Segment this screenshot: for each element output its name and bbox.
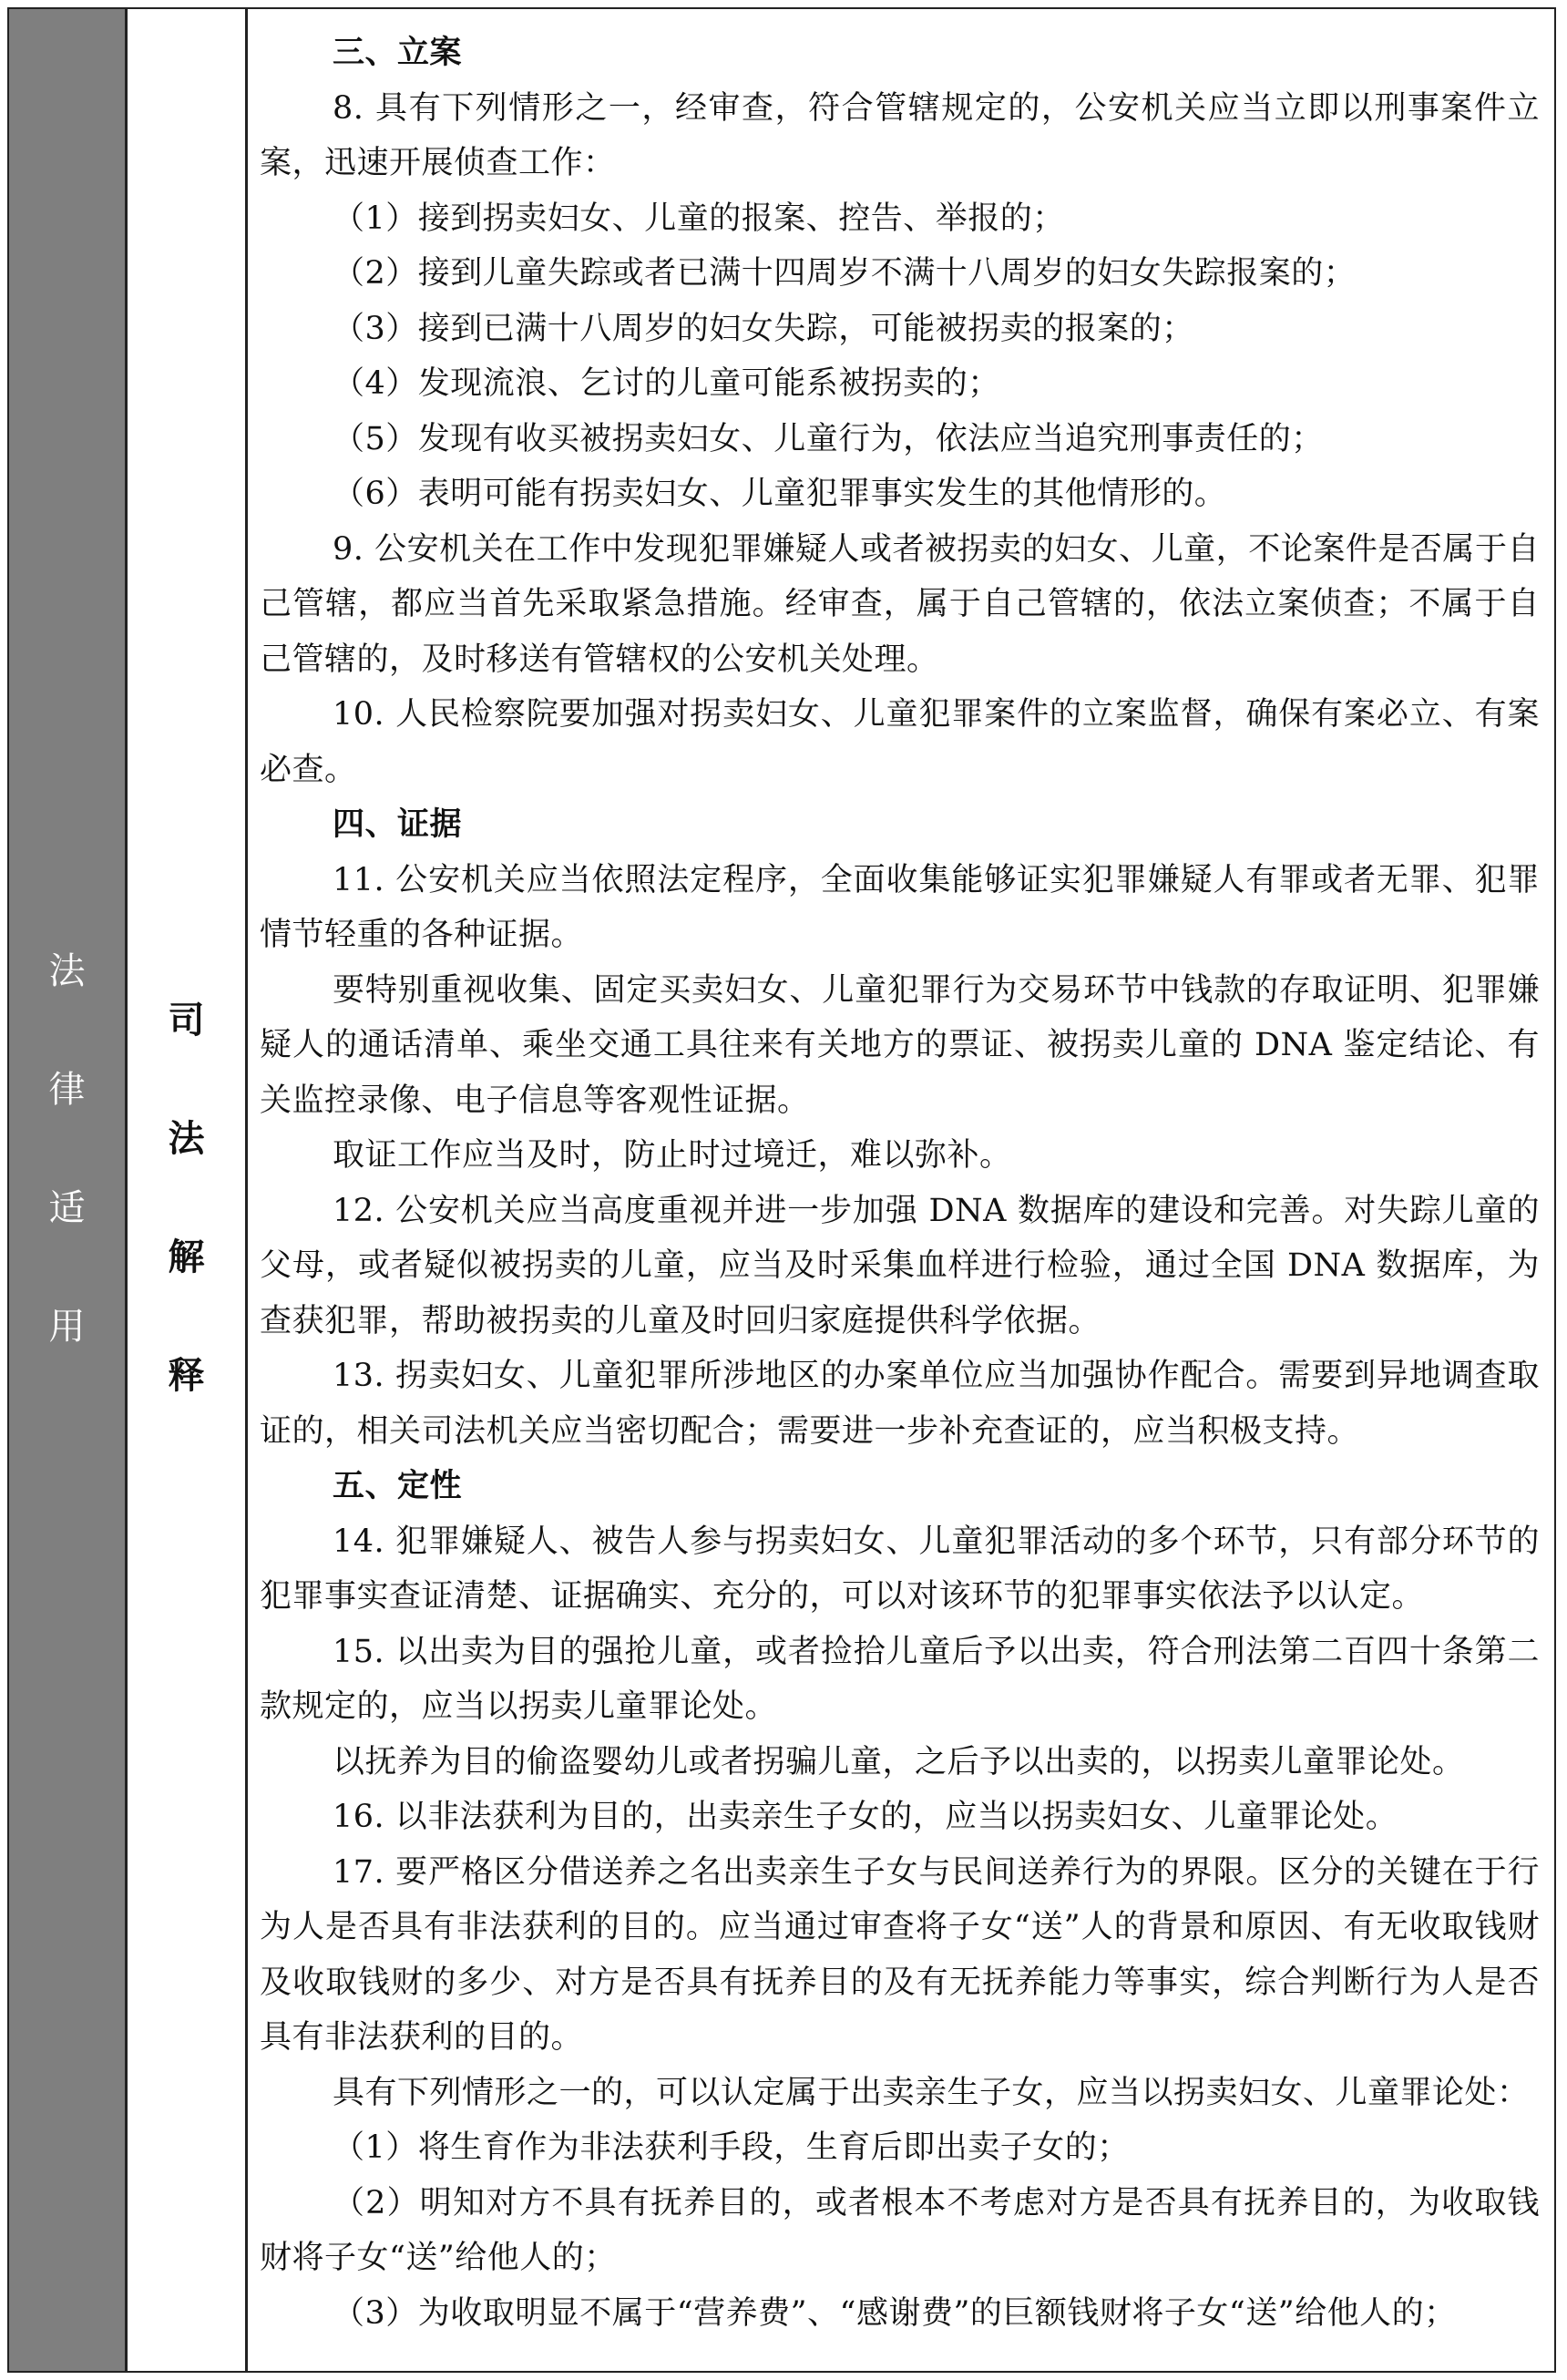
paragraph: （4）发现流浪、乞讨的儿童可能系被拐卖的； — [333, 365, 1000, 402]
paragraph: 9. 公安机关在工作中发现犯罪嫌疑人或者被拐卖的妇女、儿童，不论案件是否属于自己管辖，都应当首先采取紧急措施。经审查，属于自己管辖的，依法立案侦查；不属于自己管辖的，及时移送有管辖权的公安机关处理。 — [260, 530, 1540, 678]
paragraph: 取证工作应当及时，防止时过境迁，难以弥补。 — [333, 1137, 1012, 1174]
paragraph: 具有下列情形之一的，可以认定属于出卖亲生子女，应当以拐卖妇女、儿童罪论处： — [333, 2074, 1530, 2111]
category-char: 律 — [48, 1069, 86, 1111]
category-char: 适 — [48, 1187, 86, 1229]
category-column — [9, 9, 128, 2371]
paragraph: 要特别重视收集、固定买卖妇女、儿童犯罪行为交易环节中钱款的存取证明、犯罪嫌疑人的通话清单、乘坐交通工具往来有关地方的票证、被拐卖儿童的 DNA 鉴定结论、有关监控录像、电子信息等客观性证据。 — [260, 971, 1540, 1119]
paragraph: 14. 犯罪嫌疑人、被告人参与拐卖妇女、儿童犯罪活动的多个环节，只有部分环节的犯罪事实查证清楚、证据确实、充分的，可以对该环节的犯罪事实依法予以认定。 — [260, 1523, 1540, 1615]
section-heading: 五、定性 — [333, 1468, 463, 1504]
paragraph: 以抚养为目的偷盗婴幼儿或者拐骗儿童，之后予以出卖的，以拐卖儿童罪论处。 — [333, 1743, 1465, 1780]
paragraph: （2）接到儿童失踪或者已满十四周岁不满十八周岁的妇女失踪报案的； — [333, 255, 1357, 292]
document-content — [260, 26, 1540, 2341]
subcategory-column — [128, 9, 248, 2371]
section-heading: 四、证据 — [333, 806, 463, 843]
paragraph: 13. 拐卖妇女、儿童犯罪所涉地区的办案单位应当加强协作配合。需要到异地调查取证的，相关司法机关应当密切配合；需要进一步补充查证的，应当积极支持。 — [260, 1358, 1540, 1450]
paragraph: 10. 人民检察院要加强对拐卖妇女、儿童犯罪案件的立案监督，确保有案必立、有案必查。 — [260, 696, 1540, 788]
paragraph: 12. 公安机关应当高度重视并进一步加强 DNA 数据库的建设和完善。对失踪儿童的父母，或者疑似被拐卖的儿童，应当及时采集血样进行检验，通过全国 DNA 数据库，为查获犯罪，帮助被拐卖的儿童及时回归家庭提供科学依据。 — [260, 1192, 1540, 1339]
subcategory-char: 解 — [168, 1236, 205, 1278]
subcategory-char: 释 — [168, 1355, 205, 1397]
section-heading: 三、立案 — [333, 35, 463, 71]
paragraph: （1）将生育作为非法获利手段，生育后即出卖子女的； — [333, 2129, 1130, 2166]
paragraph: 16. 以非法获利为目的，出卖亲生子女的，应当以拐卖妇女、儿童罪论处。 — [333, 1799, 1398, 1835]
paragraph: 15. 以出卖为目的强抢儿童，或者捡拾儿童后予以出卖，符合刑法第二百四十条第二款规定的，应当以拐卖儿童罪论处。 — [260, 1633, 1540, 1725]
paragraph: （5）发现有收买被拐卖妇女、儿童行为，依法应当追究刑事责任的； — [333, 420, 1324, 457]
paragraph: （6）表明可能有拐卖妇女、儿童犯罪事实发生的其他情形的。 — [333, 476, 1227, 512]
paragraph: （3）接到已满十八周岁的妇女失踪，可能被拐卖的报案的； — [333, 310, 1194, 347]
category-char: 法 — [48, 950, 86, 992]
paragraph: （3）为收取明显不属于“营养费”、“感谢费”的巨额钱财将子女“送”给他人的； — [333, 2294, 1457, 2332]
paragraph: （1）接到拐卖妇女、儿童的报案、控告、举报的； — [333, 200, 1065, 237]
paragraph: 11. 公安机关应当依照法定程序，全面收集能够证实犯罪嫌疑人有罪或者无罪、犯罪情节轻重的各种证据。 — [260, 861, 1540, 953]
category-char: 用 — [48, 1306, 86, 1348]
paragraph: （2）明知对方不具有抚养目的，或者根本不考虑对方是否具有抚养目的，为收取钱财将子女“送”给他人的； — [260, 2184, 1540, 2276]
subcategory-char: 司 — [168, 1000, 205, 1041]
paragraph: 17. 要严格区分借送养之名出卖亲生子女与民间送养行为的界限。区分的关键在于行为人是否具有非法获利的目的。应当通过审查将子女“送”人的背景和原因、有无收取钱财及收取钱财的多少、对方是否具有抚养目的及有无抚养能力等事实，综合判断行为人是否具有非法获利的目的。 — [260, 1853, 1540, 2056]
subcategory-char: 法 — [168, 1118, 205, 1160]
paragraph: 8. 具有下列情形之一，经审查，符合管辖规定的，公安机关应当立即以刑事案件立案，迅速开展侦查工作： — [260, 89, 1540, 181]
